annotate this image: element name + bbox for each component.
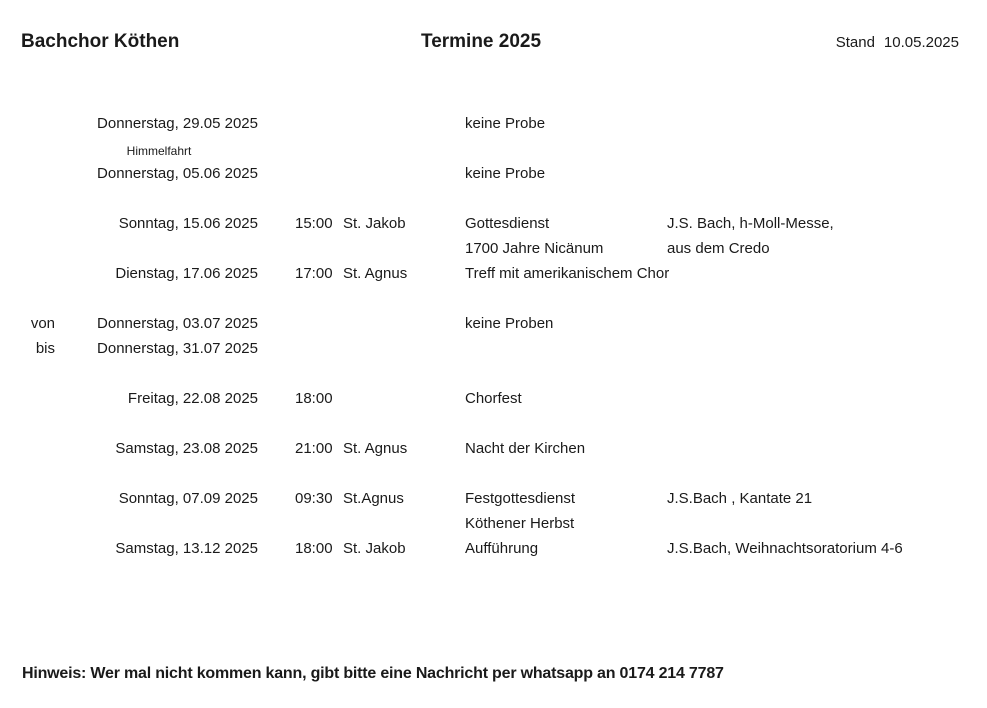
schedule-row (0, 515, 987, 535)
row-date: Freitag, 22.08 2025 (127, 390, 258, 407)
row-note: J.S. Bach, h-Moll-Messe, (667, 215, 834, 232)
row-event: Treff mit amerikanischem Chor (465, 265, 670, 282)
row-location: St. Agnus (343, 440, 408, 457)
row-event: Festgottesdienst (465, 490, 576, 507)
row-date: Dienstag, 17.06 2025 (115, 265, 258, 282)
row-date: Donnerstag, 05.06 2025 (97, 165, 258, 182)
row-prefix: von (30, 315, 55, 332)
row-time: 18:00 (295, 390, 333, 407)
row-location: St. Agnus (343, 265, 408, 282)
schedule-row (0, 115, 987, 135)
schedule-row (0, 144, 987, 164)
schedule-row (0, 315, 987, 335)
row-date: Samstag, 13.12 2025 (115, 540, 258, 557)
stand-value: 10.05.2025 (883, 34, 959, 51)
schedule-row (0, 440, 987, 460)
row-location: St.Agnus (343, 490, 404, 507)
row-time: 09:30 (295, 490, 333, 507)
row-date: Sonntag, 07.09 2025 (118, 490, 258, 507)
row-note: aus dem Credo (667, 240, 770, 257)
row-time: 21:00 (295, 440, 333, 457)
schedule-row (0, 540, 987, 560)
footer-notice: Hinweis: Wer mal nicht kommen kann, gibt bitte eine Nachricht per whatsapp an 0174 214 7787 (22, 665, 724, 682)
row-event: Aufführung (465, 540, 539, 557)
row-location: St. Jakob (343, 540, 406, 557)
row-location: St. Jakob (343, 215, 406, 232)
stand-date (836, 34, 959, 51)
row-note: J.S.Bach, Weihnachtsoratorium 4-6 (667, 540, 903, 557)
row-date: Donnerstag, 29.05 2025 (97, 115, 258, 132)
stand-label: Stand (835, 34, 875, 51)
row-time: 15:00 (295, 215, 333, 232)
row-time: 17:00 (295, 265, 333, 282)
schedule-row (0, 240, 987, 260)
schedule-row (0, 265, 987, 285)
row-event: Gottesdienst (465, 215, 550, 232)
row-time: 18:00 (295, 540, 333, 557)
row-date: Donnerstag, 31.07 2025 (97, 340, 258, 357)
schedule-row (0, 490, 987, 510)
row-event: keine Probe (465, 115, 546, 132)
row-event: Köthener Herbst (465, 515, 575, 532)
row-event: Nacht der Kirchen (465, 440, 586, 457)
schedule-row (0, 165, 987, 185)
row-date: Sonntag, 15.06 2025 (118, 215, 258, 232)
row-date: Donnerstag, 03.07 2025 (97, 315, 258, 332)
schedule-row (0, 215, 987, 235)
row-note: J.S.Bach , Kantate 21 (667, 490, 813, 507)
schedule-row (0, 340, 987, 360)
schedule-row (0, 390, 987, 410)
row-event: keine Probe (465, 165, 546, 182)
row-event: keine Proben (465, 315, 554, 332)
row-prefix: bis (35, 340, 55, 357)
row-date: Samstag, 23.08 2025 (115, 440, 258, 457)
row-event: 1700 Jahre Nicänum (465, 240, 604, 257)
row-event: Chorfest (465, 390, 522, 407)
page-title: Termine 2025 (421, 31, 542, 52)
row-date-subnote: Himmelfahrt (126, 144, 192, 158)
org-title: Bachchor Köthen (21, 31, 180, 52)
